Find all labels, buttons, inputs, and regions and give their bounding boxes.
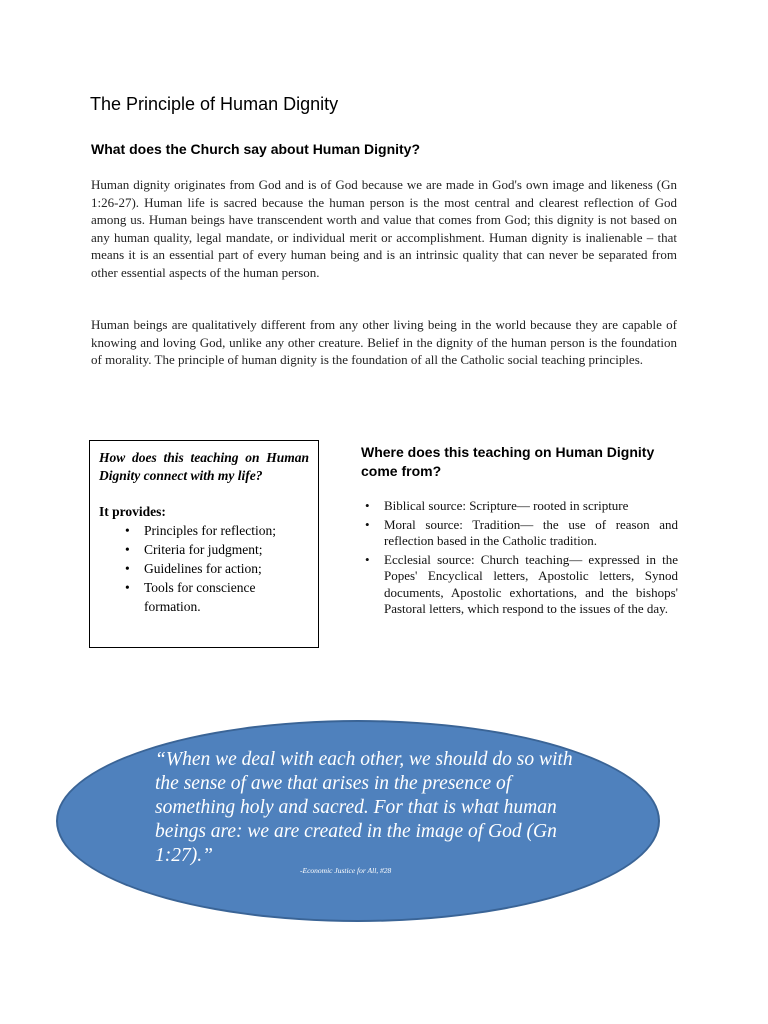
list-item: • Criteria for judgment; (125, 542, 263, 557)
list-item: • Biblical source: Scripture— rooted in scripture (365, 498, 629, 513)
page-title: The Principle of Human Dignity (90, 94, 339, 114)
list-item: • Moral source: Tradition— the use of reason and reflection based in the Catholic tradition. (365, 516, 678, 548)
connect-question: How does this teaching on Human Dignity connect with my life? (99, 450, 309, 483)
list-item: • Ecclesial source: Church teaching— expressed in the Popes' Encyclical letters, Apostolic letters, Synod documents, Apostolic exhortations, and the bishops' Pastoral letters, which respond to the issues of the day. (365, 551, 678, 616)
connect-box (89, 440, 319, 648)
quote-text: “When we deal with each other, we should do so with the sense of awe that arises in the presence of something holy and sacred. For that is what human beings are: we are created in the image of God (Gn 1:27).” (155, 749, 573, 866)
section-heading-sources: Where does this teaching on Human Dignity come from? (361, 444, 655, 479)
provides-list (99, 521, 309, 616)
quote-attribution: -Economic Justice for All, #28 (300, 866, 392, 875)
bullet-icon: • (125, 542, 130, 557)
bullet-icon: • (125, 561, 130, 576)
paragraph-origin: Human dignity originates from God and is of God because we are made in God's own image and likeness (Gn 1:26-27). Human life is sacred because the human person is the most central and clearest reflection of God among us. Human beings have transcendent worth and value that comes from God; this dignity is not based on any human quality, legal mandate, or individual merit or accomplishment. Human dignity is inalienable – that means it is an essential part of every human being and is an intrinsic quality that can never be separated from other essential aspects of the human person. (91, 177, 677, 280)
bullet-icon: • (365, 516, 370, 532)
list-item: • Guidelines for action; (125, 561, 262, 576)
list-item: • Principles for reflection; (125, 523, 276, 538)
section-heading-church: What does the Church say about Human Dignity? (91, 141, 421, 157)
bullet-icon: • (125, 523, 130, 538)
sources-list (365, 498, 678, 620)
provides-label: It provides: (99, 504, 166, 519)
bullet-icon: • (365, 498, 370, 513)
bullet-icon: • (365, 551, 370, 567)
bullet-icon: • (125, 580, 130, 595)
list-item: • Tools for conscience formation. (125, 580, 256, 614)
paragraph-morality: Human beings are qualitatively different from any other living being in the world because they are capable of knowing and loving God, unlike any other creature. Belief in the dignity of the human person is the foundation of morality. The principle of human dignity is the foundation of all the Catholic social teaching principles. (91, 317, 677, 368)
